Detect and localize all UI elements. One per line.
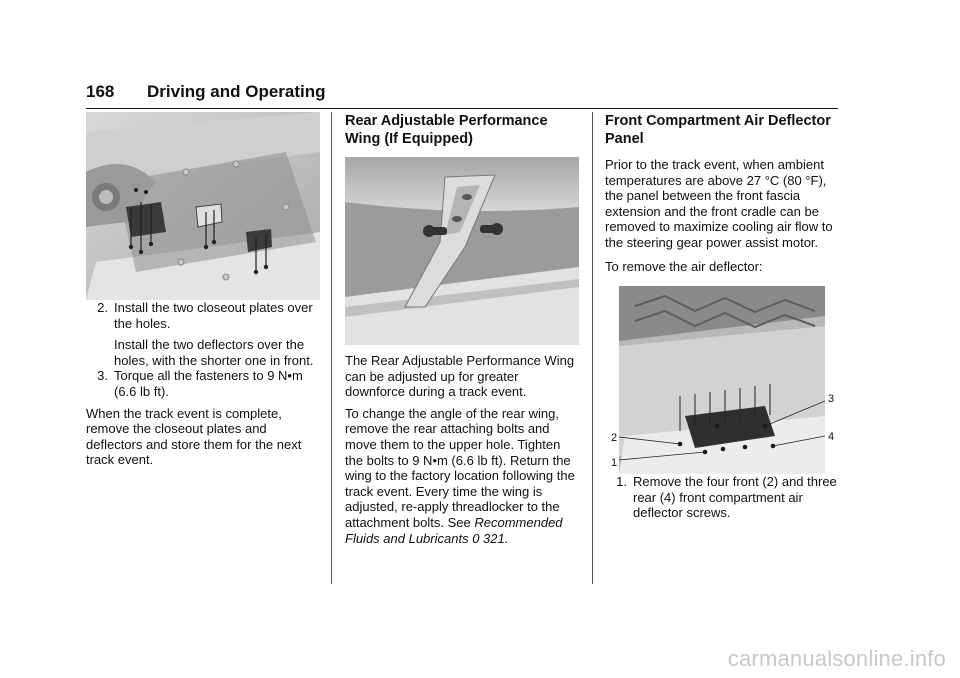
- underbody-closeout-figure: [86, 112, 320, 300]
- column-right: [605, 112, 839, 521]
- column-divider: [331, 112, 332, 584]
- step-2-subtext: Install the two deflectors over the holes, with the shorter one in front.: [114, 337, 314, 368]
- column-middle: [345, 112, 579, 546]
- rear-wing-figure: [345, 157, 579, 345]
- body-paragraph: To remove the air deflector:: [605, 258, 763, 274]
- section-heading: Front Compartment Air Deflector Panel: [605, 113, 831, 147]
- callout-label: 3: [828, 393, 835, 406]
- watermark-text: carmanualsonline.info: [727, 646, 946, 671]
- paragraph-text: To change the angle of the rear wing, remove the rear attaching bolts and move them to the upper hole. Tighten the bolts to 9 N•m (6.6 lb ft). Return the wing to the factory location following the track event. Every time the wing is adjusted, re-apply threadlocker to the attachment bolts. See: [345, 405, 575, 530]
- cross-reference-link[interactable]: Recommended Fluids and Lubricants: [345, 514, 563, 546]
- step-number: 1.: [616, 474, 627, 490]
- callout-label: 1: [611, 457, 618, 470]
- callout-label: 4: [828, 431, 835, 444]
- step-number: 2.: [97, 300, 108, 315]
- step-text: Torque all the fasteners to 9 N•m (6.6 lb ft).: [114, 368, 303, 399]
- body-paragraph: When the track event is complete, remove the closeout plates and deflectors and store them for the next track event.: [86, 405, 302, 468]
- body-paragraph: The Rear Adjustable Performance Wing can be adjusted up for greater downforce during a track event.: [345, 353, 575, 400]
- page-header: [86, 82, 838, 109]
- page-number: 168: [86, 82, 115, 101]
- air-deflector-figure: [605, 286, 839, 474]
- step-2: [86, 300, 320, 331]
- body-paragraph: [345, 406, 579, 546]
- step-text: Install the two closeout plates over the holes.: [114, 300, 313, 331]
- callout-label: 2: [611, 432, 618, 445]
- column-divider: [592, 112, 593, 584]
- column-left: [86, 112, 320, 468]
- step-1: [605, 474, 839, 521]
- body-paragraph: Prior to the track event, when ambient temperatures are above 27 °C (80 °F), the panel between the front fascia extension and the front cradle can be removed to maximize cooling air flow to the steering gear power assist motor.: [605, 157, 833, 250]
- step-3: [86, 368, 320, 399]
- step-text: Remove the four front (2) and three rear (4) front compartment air deflector screws.: [633, 474, 837, 521]
- step-number: 3.: [97, 368, 108, 384]
- cross-reference-page: 0 321.: [472, 530, 509, 546]
- section-heading: Rear Adjustable Performance Wing (If Equipped): [345, 113, 548, 147]
- section-title: Driving and Operating: [147, 82, 326, 101]
